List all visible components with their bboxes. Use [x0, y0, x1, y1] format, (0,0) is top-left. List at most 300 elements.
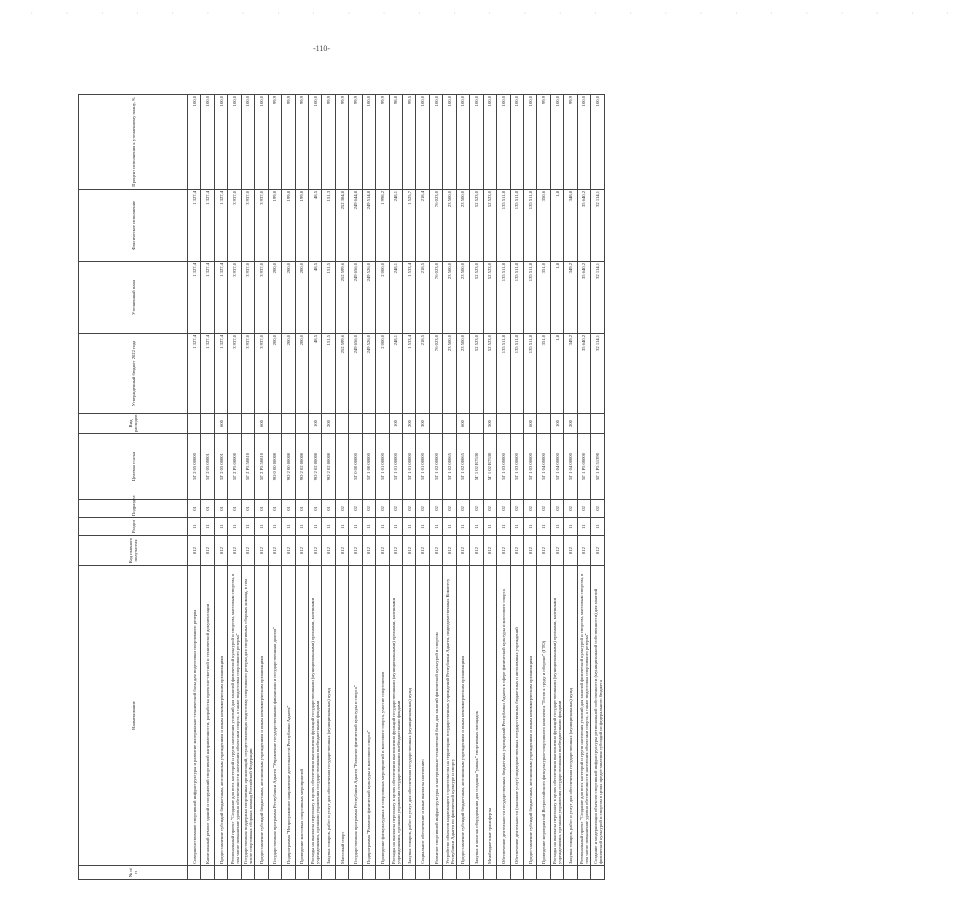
cell-fact: 199,8	[295, 190, 308, 262]
cell-vr: 600	[214, 414, 227, 434]
table-row	[523, 95, 536, 880]
cell-podr: 02	[389, 500, 402, 518]
cell-cs: 5Г 1 04 00000	[537, 434, 550, 500]
cell-grbs: 812	[376, 536, 389, 566]
cell-n	[523, 866, 536, 880]
cell-cs: 5Г 1 03 00600	[523, 434, 536, 500]
cell-n	[403, 866, 416, 880]
cell-razd: 11	[591, 518, 605, 536]
cell-plan: 2 000,0	[376, 262, 389, 334]
table-row	[228, 95, 241, 880]
table-row	[295, 95, 308, 880]
cell-vr	[282, 414, 295, 434]
cell-grbs: 812	[188, 536, 201, 566]
cell-podr: 02	[443, 500, 456, 518]
cell-podr: 01	[255, 500, 268, 518]
cell-cs: 5Г 2 P5 00000	[228, 434, 241, 500]
cell-name: Подпрограмма "Развитие физической культуры и массового спорта"	[362, 566, 375, 866]
cell-budget: 252 599,6	[335, 334, 348, 414]
cell-razd: 11	[497, 518, 510, 536]
cell-vr	[497, 414, 510, 434]
cell-razd: 11	[308, 518, 321, 536]
cell-pct: 100,0	[228, 95, 241, 190]
table-row	[322, 95, 335, 880]
cell-plan: 252 599,6	[335, 262, 348, 334]
cell-plan: 1 327,4	[188, 262, 201, 334]
cell-razd: 11	[362, 518, 375, 536]
cell-vr	[470, 414, 483, 434]
cell-name: Предоставление субсидий бюджетным, автономным учреждениям и иным некоммерческим организациям	[214, 566, 227, 866]
cell-n	[550, 866, 563, 880]
cell-name: Региональный проект "Создание для всех категорий и групп населения условий для занятий физической культурой и спортом, массовым спортом, в том числе повышение уровня обеспеченности населения объектами спорта, а также подготовка спортивного резерва"	[577, 566, 590, 866]
column-header: Наименование	[79, 566, 188, 866]
cell-fact: 3 937,0	[241, 190, 254, 262]
cell-vr: 600	[255, 414, 268, 434]
cell-grbs: 812	[537, 536, 550, 566]
column-header: Процент исполнения к уточненному плану, %	[79, 95, 188, 190]
cell-pct: 98,8	[389, 95, 402, 190]
cell-plan: 52 523,0	[470, 262, 483, 334]
cell-pct: 100,0	[241, 95, 254, 190]
cell-podr: 02	[510, 500, 523, 518]
cell-grbs: 812	[201, 536, 214, 566]
cell-vr	[201, 414, 214, 434]
cell-pct: 100,0	[577, 95, 590, 190]
table-row	[483, 95, 496, 880]
cell-name: Проведение физкультурных и спортивных мероприятий и массового спорта, участие спортсменов	[376, 566, 389, 866]
cell-budget: 23 500,0	[456, 334, 469, 414]
rotated-table-container	[78, 95, 605, 880]
cell-name: Межбюджетные трансферты	[483, 566, 496, 866]
cell-grbs: 812	[550, 536, 563, 566]
cell-grbs: 812	[241, 536, 254, 566]
cell-name: Создание и модернизация объектов спортивной инфраструктуры региональной собственности (муниципальной собственности) для занятий физической культурой и спортом в целях предоставления субсидий из федерального бюджета	[591, 566, 605, 866]
cell-budget: 2 000,0	[376, 334, 389, 414]
cell-name: Закупка и монтаж оборудования для создания "умных" спортивных площадок	[470, 566, 483, 866]
cell-budget: 52 523,0	[483, 334, 496, 414]
cell-plan: 23 500,0	[456, 262, 469, 334]
cell-name: Социальное обеспечение и иные выплаты населению	[416, 566, 429, 866]
column-header: Код главного получателя	[79, 536, 188, 566]
cell-fact: 199,8	[282, 190, 295, 262]
cell-budget: 1,8	[550, 334, 563, 414]
cell-razd: 11	[322, 518, 335, 536]
cell-budget: 135 511,8	[523, 334, 536, 414]
cell-grbs: 812	[497, 536, 510, 566]
cell-grbs: 812	[443, 536, 456, 566]
cell-n	[483, 866, 496, 880]
cell-name: Государственная программа Республики Адыгея "Управление государственными финансами и государственным долгом"	[268, 566, 281, 866]
cell-plan: 3 937,0	[241, 262, 254, 334]
cell-name: Расходы на выплаты персоналу в целях обеспечения выполнения функций государственными (муниципальными) органами, казенными учреждениями, органами управления государственными внебюджетными фондами	[308, 566, 321, 866]
cell-podr: 02	[470, 500, 483, 518]
cell-pct: 100,0	[456, 95, 469, 190]
cell-plan: 135 511,8	[497, 262, 510, 334]
cell-name: Массовый спорт	[335, 566, 348, 866]
cell-name: Расходы на выплаты персоналу в целях обеспечения выполнения функций государственными (муниципальными) органами, казенными учреждениями, органами управления государственными внебюджетными фондами	[389, 566, 402, 866]
column-header: Фактическое исполнение	[79, 190, 188, 262]
table-row	[282, 95, 295, 880]
cell-name: Закупка товаров, работ и услуг для обеспечения государственных (муниципальных) нужд	[322, 566, 335, 866]
cell-grbs: 812	[577, 536, 590, 566]
cell-n	[255, 866, 268, 880]
cell-cs: 5Г 1 01 00000	[416, 434, 429, 500]
cell-fact: 350,6	[537, 190, 550, 262]
cell-budget: 35 640,2	[577, 334, 590, 414]
cell-cs: 5Г 2 P5 50810	[255, 434, 268, 500]
cell-cs: 5Г 1 04 00000	[564, 434, 577, 500]
cell-budget: 351,0	[537, 334, 550, 414]
cell-razd: 11	[550, 518, 563, 536]
cell-name: Подпрограмма "Непрограммное направление деятельности Республики Адыгея"	[282, 566, 295, 866]
cell-budget: 349,2	[564, 334, 577, 414]
cell-vr	[362, 414, 375, 434]
cell-cs: 9О 2 00 00000	[282, 434, 295, 500]
cell-pct: 99,9	[564, 95, 577, 190]
cell-vr	[510, 414, 523, 434]
cell-cs: 9О 2 02 00000	[322, 434, 335, 500]
cell-podr: 02	[429, 500, 442, 518]
cell-pct: 99,9	[282, 95, 295, 190]
cell-razd: 11	[456, 518, 469, 536]
cell-razd: 11	[483, 518, 496, 536]
cell-vr	[349, 414, 362, 434]
cell-n	[510, 866, 523, 880]
table-row	[214, 95, 227, 880]
table-row	[335, 95, 348, 880]
cell-name: Государственная программа Республики Адыгея "Развитие физической культуры и спорта"	[349, 566, 362, 866]
cell-razd: 11	[376, 518, 389, 536]
cell-razd: 11	[429, 518, 442, 536]
table-row	[591, 95, 605, 880]
cell-plan: 200,0	[268, 262, 281, 334]
cell-podr: 01	[188, 500, 201, 518]
cell-pct: 99,9	[335, 95, 348, 190]
column-header: Подраздел	[79, 500, 188, 518]
cell-n	[564, 866, 577, 880]
cell-razd: 11	[510, 518, 523, 536]
cell-podr: 01	[322, 500, 335, 518]
cell-cs: 5Г 1 02 R7530	[483, 434, 496, 500]
cell-cs: 5Г 2 05 00001	[214, 434, 227, 500]
cell-fact: 52 523,0	[483, 190, 496, 262]
cell-budget: 151,5	[322, 334, 335, 414]
cell-podr: 02	[564, 500, 577, 518]
cell-budget: 3 937,0	[241, 334, 254, 414]
cell-n	[389, 866, 402, 880]
cell-pct: 99,9	[376, 95, 389, 190]
cell-razd: 11	[255, 518, 268, 536]
cell-budget: 1 327,4	[201, 334, 214, 414]
cell-grbs: 812	[308, 536, 321, 566]
cell-vr: 600	[523, 414, 536, 434]
cell-grbs: 812	[255, 536, 268, 566]
cell-n	[201, 866, 214, 880]
cell-vr	[429, 414, 442, 434]
cell-n	[416, 866, 429, 880]
cell-name: Проведение мероприятий Всероссийского физкультурно-спортивного комплекса "Готов к труду и обороне" (ГТО)	[537, 566, 550, 866]
table-row	[362, 95, 375, 880]
cell-cs: 5Г 0 00 00000	[349, 434, 362, 500]
cell-grbs: 812	[322, 536, 335, 566]
cell-vr: 100	[389, 414, 402, 434]
cell-cs: 5Г 1 P5 51390	[591, 434, 605, 500]
cell-name: Предоставление субсидий бюджетным, автономным учреждениям и иным некоммерческим организациям	[255, 566, 268, 866]
cell-plan: 248,1	[389, 262, 402, 334]
cell-cs: 9О 2 02 00000	[295, 434, 308, 500]
cell-pct: 100,0	[201, 95, 214, 190]
cell-razd: 11	[403, 518, 416, 536]
cell-vr	[537, 414, 550, 434]
cell-name: Закупка товаров, работ и услуг для обеспечения государственных (муниципальных) нужд	[403, 566, 416, 866]
cell-fact: 1 327,4	[201, 190, 214, 262]
cell-razd: 11	[416, 518, 429, 536]
table-row	[537, 95, 550, 880]
cell-n	[577, 866, 590, 880]
scan-noise: · · · · · · · · · · · · · · · · · · · · · · · · · · ·	[30, 10, 963, 17]
cell-plan: 249 656,0	[349, 262, 362, 334]
column-header: Целевая статья	[79, 434, 188, 500]
cell-podr: 02	[577, 500, 590, 518]
cell-cs: 5Г 1 03 00000	[497, 434, 510, 500]
table-row	[470, 95, 483, 880]
cell-n	[362, 866, 375, 880]
cell-name: Обеспечение деятельности государственных бюджетных учреждений Республики Адыгея в сфере физической культуры и массового спорта	[497, 566, 510, 866]
cell-plan: 48,5	[308, 262, 321, 334]
cell-vr	[295, 414, 308, 434]
cell-fact: 32 114,1	[591, 190, 605, 262]
table-row	[349, 95, 362, 880]
cell-plan: 76 023,0	[429, 262, 442, 334]
cell-vr: 200	[403, 414, 416, 434]
cell-fact: 1 525,7	[403, 190, 416, 262]
cell-plan: 1,8	[550, 262, 563, 334]
cell-grbs: 812	[416, 536, 429, 566]
cell-razd: 11	[389, 518, 402, 536]
table-row	[510, 95, 523, 880]
cell-grbs: 812	[214, 536, 227, 566]
cell-fact: 135 511,8	[523, 190, 536, 262]
cell-name: Проведение массовых спортивных мероприятий	[295, 566, 308, 866]
cell-plan: 200,0	[295, 262, 308, 334]
cell-fact: 249 644,8	[349, 190, 362, 262]
cell-n	[376, 866, 389, 880]
cell-cs: 5Г 1 00 00000	[362, 434, 375, 500]
cell-podr: 02	[362, 500, 375, 518]
cell-budget: 52 523,0	[470, 334, 483, 414]
cell-vr: 300	[416, 414, 429, 434]
cell-grbs: 812	[295, 536, 308, 566]
cell-razd: 11	[268, 518, 281, 536]
column-header: Раздел	[79, 518, 188, 536]
table-row	[564, 95, 577, 880]
cell-budget: 48,5	[308, 334, 321, 414]
cell-podr: 01	[228, 500, 241, 518]
cell-podr: 02	[456, 500, 469, 518]
cell-podr: 01	[201, 500, 214, 518]
budget-table	[78, 94, 605, 880]
cell-pct: 100,0	[188, 95, 201, 190]
cell-grbs: 812	[470, 536, 483, 566]
cell-razd: 11	[188, 518, 201, 536]
cell-budget: 1 327,4	[188, 334, 201, 414]
cell-budget: 249 526,0	[362, 334, 375, 414]
cell-name: Совершенствование спортивной инфраструктуры и развитие материально-технической базы для подготовки спортивного резерва	[188, 566, 201, 866]
cell-podr: 01	[282, 500, 295, 518]
cell-grbs: 812	[349, 536, 362, 566]
cell-budget: 200,0	[295, 334, 308, 414]
cell-podr: 02	[497, 500, 510, 518]
cell-fact: 23 500,0	[456, 190, 469, 262]
cell-plan: 349,2	[564, 262, 577, 334]
table-row	[429, 95, 442, 880]
column-header: Утвержденный бюджет 2022 года	[79, 334, 188, 414]
cell-fact: 151,3	[322, 190, 335, 262]
cell-grbs: 812	[523, 536, 536, 566]
cell-name: Предоставление субсидий бюджетным, автономным учреждениям и иным некоммерческим организациям	[523, 566, 536, 866]
cell-pct: 100,0	[362, 95, 375, 190]
cell-n	[308, 866, 321, 880]
cell-pct: 100,0	[443, 95, 456, 190]
cell-n	[537, 866, 550, 880]
table-row	[497, 95, 510, 880]
cell-vr: 600	[456, 414, 469, 434]
cell-name: Расходы на выплаты персоналу в целях обеспечения выполнения функций государственными (муниципальными) органами, казенными учреждениями, органами управления государственными внебюджетными фондами	[550, 566, 563, 866]
cell-vr	[577, 414, 590, 434]
cell-podr: 02	[523, 500, 536, 518]
cell-razd: 11	[228, 518, 241, 536]
cell-vr	[335, 414, 348, 434]
cell-grbs: 812	[228, 536, 241, 566]
table-row	[443, 95, 456, 880]
cell-name: Развитие спортивной инфраструктуры и материально-технической базы для занятий физической культурой и спортом	[429, 566, 442, 866]
cell-fact: 1,8	[550, 190, 563, 262]
cell-n	[591, 866, 605, 880]
cell-plan: 218,5	[416, 262, 429, 334]
cell-plan: 135 511,8	[510, 262, 523, 334]
cell-razd: 11	[577, 518, 590, 536]
cell-cs: 5Г 1 P5 00000	[577, 434, 590, 500]
page-number: -110-	[313, 44, 331, 53]
cell-plan: 135 511,8	[523, 262, 536, 334]
cell-name: Устройство объектов надлежащего строительства на территории государственных учреждений Республики Адыгея, подведомственных Комитету Республики Адыгея по физической культуре и спорту	[443, 566, 456, 866]
cell-grbs: 812	[564, 536, 577, 566]
cell-n	[322, 866, 335, 880]
cell-podr: 02	[416, 500, 429, 518]
cell-podr: 02	[591, 500, 605, 518]
table-row	[389, 95, 402, 880]
cell-pct: 99,5	[403, 95, 416, 190]
cell-vr	[443, 414, 456, 434]
cell-fact: 3 937,0	[228, 190, 241, 262]
cell-grbs: 812	[456, 536, 469, 566]
cell-vr: 200	[322, 414, 335, 434]
table-row	[403, 95, 416, 880]
cell-budget: 135 511,8	[497, 334, 510, 414]
cell-budget: 200,0	[268, 334, 281, 414]
cell-cs: 5Г 1 02 00000	[429, 434, 442, 500]
cell-cs: 5Г 1 01 00000	[376, 434, 389, 500]
cell-podr: 01	[308, 500, 321, 518]
table-row	[577, 95, 590, 880]
cell-pct: 99,9	[322, 95, 335, 190]
cell-cs: 9О 0 00 00000	[268, 434, 281, 500]
table-row	[550, 95, 563, 880]
cell-name: Капитальный ремонт зданий и сооружений спортивной направленности, разработка проектно-сметной и технической документации	[201, 566, 214, 866]
cell-podr: 02	[550, 500, 563, 518]
cell-cs: 5Г 1 02 00065	[443, 434, 456, 500]
cell-plan: 3 937,0	[255, 262, 268, 334]
table-row	[241, 95, 254, 880]
cell-vr	[376, 414, 389, 434]
cell-plan: 200,0	[282, 262, 295, 334]
cell-pct: 100,0	[510, 95, 523, 190]
cell-grbs: 812	[335, 536, 348, 566]
cell-fact: 1 998,2	[376, 190, 389, 262]
cell-fact: 218,4	[416, 190, 429, 262]
cell-razd: 11	[295, 518, 308, 536]
table-header-row	[79, 95, 188, 880]
cell-plan: 249 526,0	[362, 262, 375, 334]
table-row	[188, 95, 201, 880]
cell-plan: 1 327,4	[214, 262, 227, 334]
cell-vr: 100	[308, 414, 321, 434]
cell-pct: 100,0	[416, 95, 429, 190]
cell-budget: 23 500,0	[443, 334, 456, 414]
cell-pct: 100,0	[483, 95, 496, 190]
cell-podr: 02	[349, 500, 362, 518]
cell-plan: 35 640,2	[577, 262, 590, 334]
cell-budget: 218,5	[416, 334, 429, 414]
cell-grbs: 812	[510, 536, 523, 566]
cell-fact: 48,5	[308, 190, 321, 262]
cell-n	[282, 866, 295, 880]
cell-fact: 1 327,4	[214, 190, 227, 262]
cell-pct: 100,0	[497, 95, 510, 190]
cell-budget: 200,0	[282, 334, 295, 414]
cell-fact: 248,1	[389, 190, 402, 262]
cell-plan: 351,0	[537, 262, 550, 334]
table-body	[188, 95, 605, 880]
cell-cs: 5Г 1 01 00000	[389, 434, 402, 500]
cell-pct: 100,0	[429, 95, 442, 190]
cell-grbs: 812	[362, 536, 375, 566]
cell-vr: 200	[564, 414, 577, 434]
cell-pct: 100,0	[591, 95, 605, 190]
cell-fact: 199,8	[268, 190, 281, 262]
cell-podr: 01	[214, 500, 227, 518]
cell-plan: 151,5	[322, 262, 335, 334]
cell-n	[241, 866, 254, 880]
table-row	[268, 95, 281, 880]
cell-plan: 32 114,1	[591, 262, 605, 334]
cell-pct: 99,9	[268, 95, 281, 190]
cell-podr: 01	[241, 500, 254, 518]
cell-n	[335, 866, 348, 880]
column-header: Вид расходов	[79, 414, 188, 434]
cell-fact: 1 327,4	[188, 190, 201, 262]
column-header: № п/п	[79, 866, 188, 880]
cell-cs	[335, 434, 348, 500]
cell-grbs: 812	[268, 536, 281, 566]
cell-n	[456, 866, 469, 880]
table-row	[456, 95, 469, 880]
cell-n	[429, 866, 442, 880]
cell-fact: 35 640,2	[577, 190, 590, 262]
cell-n	[295, 866, 308, 880]
cell-budget: 1 327,4	[214, 334, 227, 414]
cell-n	[188, 866, 201, 880]
